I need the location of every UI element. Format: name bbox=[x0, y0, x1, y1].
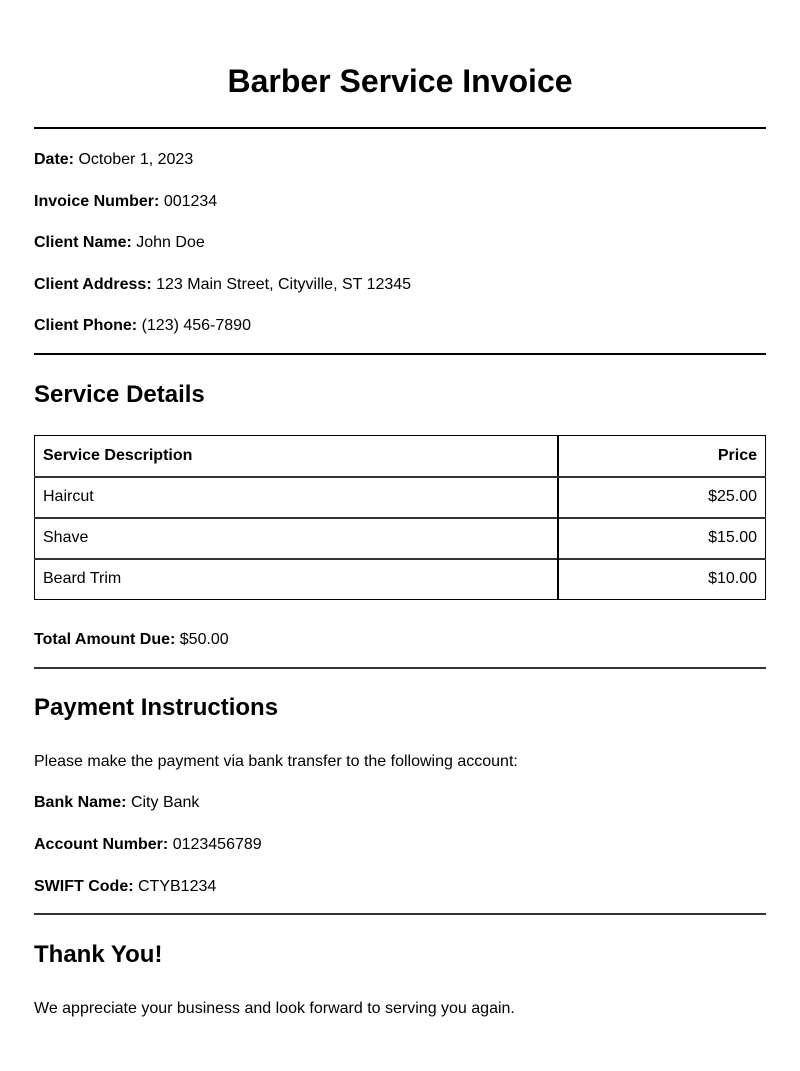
date-label: Date: bbox=[34, 151, 75, 168]
divider bbox=[34, 127, 766, 129]
bank-name-label: Bank Name: bbox=[34, 794, 127, 811]
service-table bbox=[34, 435, 766, 600]
account-number-value: 0123456789 bbox=[172, 836, 262, 853]
divider bbox=[34, 353, 766, 355]
service-details-heading: Service Details bbox=[34, 381, 205, 408]
table-row bbox=[35, 518, 766, 559]
total-value: $50.00 bbox=[179, 631, 229, 648]
column-header-description: Service Description bbox=[35, 436, 558, 477]
total-label: Total Amount Due: bbox=[34, 631, 176, 648]
invoice-title: Barber Service Invoice bbox=[227, 63, 573, 99]
swift-code-line bbox=[34, 877, 216, 897]
divider bbox=[34, 667, 766, 669]
swift-code-label: SWIFT Code: bbox=[34, 878, 134, 895]
account-number-label: Account Number: bbox=[34, 836, 169, 853]
divider bbox=[34, 913, 766, 915]
client-address-label: Client Address: bbox=[34, 276, 152, 293]
table-row bbox=[35, 559, 766, 600]
client-address-value: 123 Main Street, Cityville, ST 12345 bbox=[156, 276, 412, 293]
table-row bbox=[35, 477, 766, 518]
client-name-line bbox=[34, 233, 205, 253]
account-number-line bbox=[34, 835, 262, 855]
invoice-number-line bbox=[34, 192, 217, 212]
thank-you-heading: Thank You! bbox=[34, 941, 163, 968]
swift-code-value: CTYB1234 bbox=[138, 878, 217, 895]
bank-name-value: City Bank bbox=[130, 794, 200, 811]
service-price-cell: $25.00 bbox=[558, 477, 766, 518]
total-line bbox=[34, 630, 229, 650]
column-header-price: Price bbox=[558, 436, 766, 477]
client-name-label: Client Name: bbox=[34, 234, 132, 251]
client-phone-line bbox=[34, 316, 251, 336]
service-description-cell: Haircut bbox=[35, 477, 558, 518]
invoice-number-label: Invoice Number: bbox=[34, 193, 160, 210]
invoice-number-value: 001234 bbox=[163, 193, 218, 210]
table-header-row bbox=[35, 436, 766, 477]
service-price-cell: $15.00 bbox=[558, 518, 766, 559]
service-price-cell: $10.00 bbox=[558, 559, 766, 600]
payment-instructions-heading: Payment Instructions bbox=[34, 694, 279, 721]
service-description-cell: Beard Trim bbox=[35, 559, 558, 600]
bank-name-line bbox=[34, 793, 199, 813]
payment-intro: Please make the payment via bank transfer to the following account: bbox=[34, 753, 518, 770]
client-phone-label: Client Phone: bbox=[34, 317, 138, 334]
thank-you-message: We appreciate your business and look forward to serving you again. bbox=[34, 1000, 515, 1017]
client-phone-value: (123) 456-7890 bbox=[141, 317, 251, 334]
date-line bbox=[34, 150, 193, 170]
client-address-line bbox=[34, 275, 411, 295]
client-name-value: John Doe bbox=[136, 234, 205, 251]
service-description-cell: Shave bbox=[35, 518, 558, 559]
date-value: October 1, 2023 bbox=[78, 151, 194, 168]
